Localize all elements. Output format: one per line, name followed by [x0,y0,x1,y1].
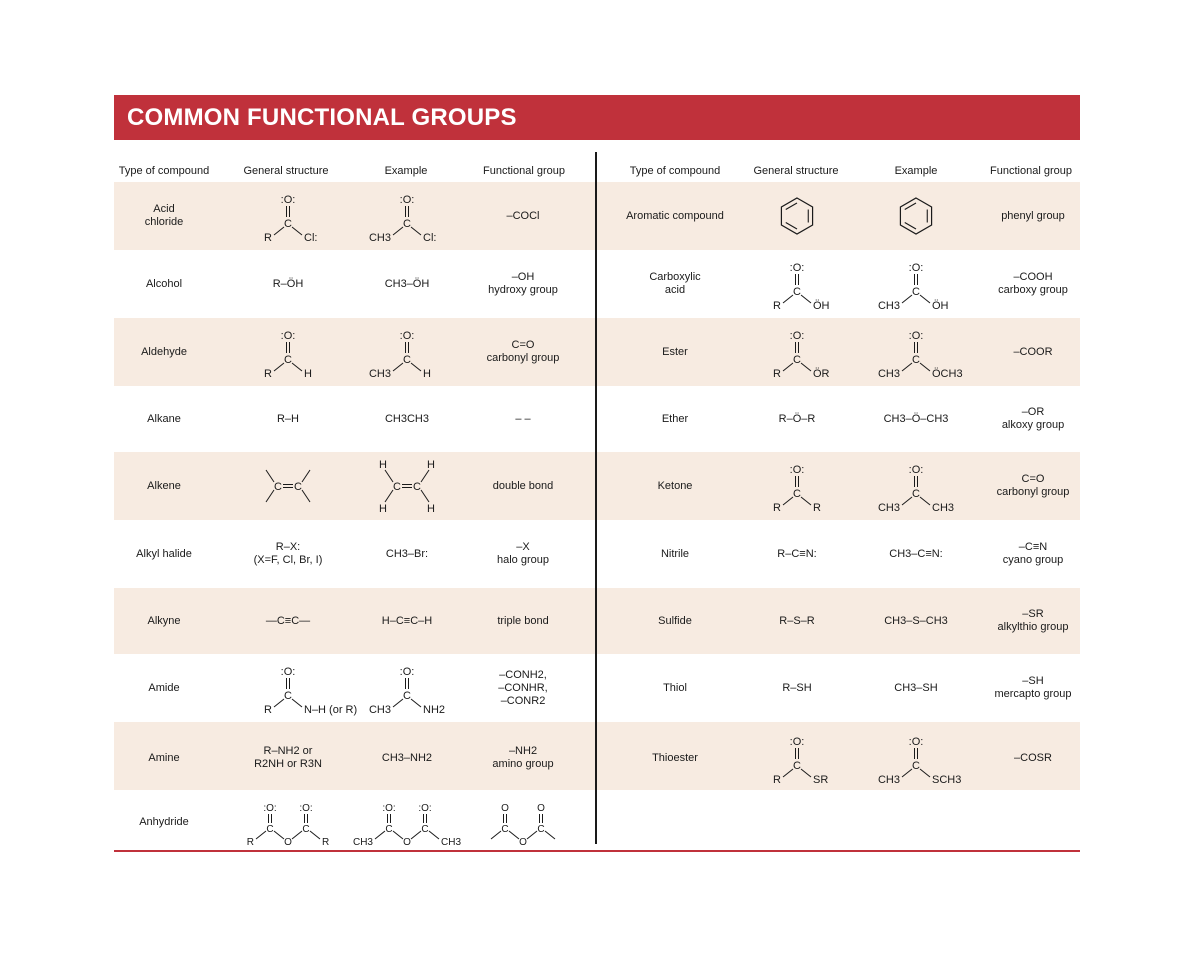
bond-line [266,490,274,502]
bond-line [801,363,811,371]
structure-label: ÖH [813,300,830,312]
right-example-cell [857,461,975,514]
right-group-cell: C=O carbonyl group [996,473,1070,498]
left-example-cell [348,663,466,716]
structure-label: :O: [382,803,396,814]
bond-line [920,497,930,505]
header-group-right: Functional group [990,165,1072,177]
left-group-cell: –OH hydroxy group [488,271,558,296]
left-type-cell: Alcohol [145,277,183,290]
right-type-cell: Sulfide [658,614,692,627]
left-example-cell: CH3–ÖH [384,277,430,290]
structure-label: :O: [789,736,805,748]
left-type-cell: Alkyne [147,614,181,627]
bond-line [902,769,912,777]
bond-line [310,831,320,839]
left-type-cell: Aldehyde [141,345,187,358]
bond-line [393,363,403,371]
structure-label: R [773,300,781,312]
bond-line [292,699,302,707]
bond-line [902,497,912,505]
structure-label: CH3 [441,837,462,848]
left-type-cell: Amide [148,681,180,694]
structure-label: C [284,354,292,366]
bond-line [274,699,284,707]
right-example-cell: CH3–Ö–CH3 [883,412,949,425]
bond-line [783,363,793,371]
left-group-cell: triple bond [497,614,549,627]
structure-label: :O: [399,194,415,206]
right-general-cell [737,733,857,786]
bond-line [801,295,811,303]
structure-label: :O: [263,803,277,814]
structure-label: SR [813,774,829,786]
bond-line [292,831,302,839]
left-general-cell: R–X: (X=F, Cl, Br, I) [253,541,323,566]
bond-line [393,699,403,707]
structure-label: R [773,502,781,514]
carbonyl-structure [752,327,842,380]
right-group-cell: phenyl group [1001,209,1065,222]
bond-line [385,490,393,502]
carbonyl-structure [871,733,962,786]
carbonyl-structure [362,663,452,716]
left-example-cell [348,458,466,514]
left-type-cell: Alkyl halide [136,547,192,560]
structure-label: C [793,286,801,298]
right-group-cell: –SH mercapto group [994,675,1072,700]
bond-line [902,295,912,303]
right-general-cell [737,259,857,312]
column-divider [595,152,597,844]
structure-label: Cl: [304,232,318,244]
structure-label: :O: [280,330,296,342]
bond-line [509,831,519,839]
alkene-structure [248,458,328,514]
left-type-cell: Alkene [147,479,181,492]
left-general-cell: —C≡C— [265,614,311,627]
right-general-cell: R–SH [782,681,812,694]
structure-label: CH3 [352,837,373,848]
structure-label: O [403,837,411,848]
structure-label: O [537,803,545,814]
bond-line [292,363,302,371]
bond-line [274,227,284,235]
right-group-cell: –SR alkylthio group [997,608,1069,633]
left-group-cell: –COCl [506,209,540,222]
bond-line [256,831,266,839]
structure-label: CH3 [368,368,391,380]
bond-line [385,470,393,482]
right-example-cell: CH3–C≡N: [889,547,943,560]
structure-label: C [537,824,545,835]
carbonyl-structure [752,461,842,514]
structure-label: C [421,824,429,835]
right-type-cell: Carboxylic acid [649,271,701,296]
right-type-cell: Thiol [663,681,687,694]
right-general-cell [737,195,857,237]
right-general-cell [737,461,857,514]
structure-label: Cl: [423,232,437,244]
structure-label: H [427,459,435,471]
left-general-cell [228,663,358,716]
bond-line [545,831,555,839]
carbonyl-structure [243,327,333,380]
structure-label: C [294,481,302,493]
bond-line [527,831,537,839]
structure-label: C [266,824,274,835]
header-general-right: General structure [753,165,839,177]
left-general-cell: R–H [276,412,299,425]
bond-line [411,831,421,839]
left-example-cell [348,799,466,848]
structure-label: ÖH [932,300,949,312]
bond-line [783,769,793,777]
bond-line [801,769,811,777]
left-general-cell: R–NH2 or R2NH or R3N [254,745,322,770]
structure-label: R [773,368,781,380]
bond-line [920,363,930,371]
structure-label: CH3 [877,368,900,380]
structure-label: :O: [908,330,924,342]
anhydride-structure [233,799,343,848]
right-type-cell: Nitrile [660,547,690,560]
carbonyl-structure [243,663,358,716]
structure-label: N–H (or R) [304,704,358,716]
left-general-cell [228,458,348,514]
bond-line [429,831,439,839]
structure-label: H [427,503,435,515]
bond-line [801,497,811,505]
left-group-cell: –NH2 amino group [492,745,554,770]
page-title: COMMON FUNCTIONAL GROUPS [127,104,517,131]
right-group-cell: –COSR [1014,751,1052,764]
structure-label: C [403,690,411,702]
header-type-left: Type of compound [118,165,210,177]
right-group-cell: –COOR [1013,345,1053,358]
structure-label: :O: [399,330,415,342]
right-general-cell: R–Ö–R [778,412,816,425]
bond-line [292,227,302,235]
structure-label: :O: [789,464,805,476]
structure-label: :O: [399,666,415,678]
structure-label: CH3 [932,502,955,514]
bond-line [302,490,310,502]
bond-line [902,363,912,371]
structure-label: SCH3 [932,774,962,786]
bond-line [421,470,429,482]
left-type-cell: Anhydride [139,815,189,828]
left-type-cell: Acid chloride [144,203,184,228]
bond-line [920,295,930,303]
bond-line [411,227,421,235]
left-example-cell: CH3–NH2 [381,751,433,764]
structure-label: ÖCH3 [932,368,963,380]
left-type-cell: Alkane [147,412,181,425]
bond-line [274,831,284,839]
structure-label: R [773,774,781,786]
right-general-cell: R–S–R [779,614,815,627]
benzene-ring-icon [776,195,818,237]
bond-line [274,363,284,371]
bond-line [393,831,403,839]
header-group-left: Functional group [483,165,565,177]
structure-label: :O: [280,194,296,206]
structure-label: H [379,503,387,515]
left-group-cell: double bond [492,479,554,492]
left-example-cell [348,327,466,380]
structure-label: ÖR [813,368,830,380]
structure-label: :O: [908,464,924,476]
bond-line [411,363,421,371]
bond-line [411,699,421,707]
structure-label: C [793,354,801,366]
bond-line [421,490,429,502]
bond-line [491,831,501,839]
structure-label: R [264,704,272,716]
structure-label: R [246,837,254,848]
bond-line [393,227,403,235]
bond-line [375,831,385,839]
structure-label: C [393,481,401,493]
left-type-cell: Amine [148,751,180,764]
bond-line [920,769,930,777]
structure-label: :O: [789,262,805,274]
bond-line [783,497,793,505]
title-banner [114,95,1080,140]
left-example-cell: CH3–Br: [385,547,429,560]
structure-label: C [274,481,282,493]
alkene-structure [367,458,447,514]
right-general-cell [737,327,857,380]
structure-label: H [379,459,387,471]
right-example-cell [857,259,975,312]
left-general-cell [228,191,348,244]
left-general-cell [228,327,348,380]
anhydride-structure [352,799,462,848]
left-group-cell: C=O carbonyl group [486,339,560,364]
structure-label: C [284,690,292,702]
structure-label: :O: [299,803,313,814]
header-example-left: Example [384,165,428,177]
right-type-cell: Ester [662,345,688,358]
carbonyl-structure [243,191,333,244]
right-group-cell: –COOH carboxy group [998,271,1068,296]
bond-line [266,470,274,482]
right-example-cell [857,195,975,237]
bond-line [783,295,793,303]
structure-label: NH2 [423,704,446,716]
carbonyl-structure [871,259,961,312]
left-group-cell: –X halo group [497,541,549,566]
carbonyl-structure [752,733,842,786]
right-group-cell: –C≡N cyano group [1002,541,1064,566]
structure-label: :O: [418,803,432,814]
structure-label: O [284,837,292,848]
left-example-cell: CH3CH3 [384,412,429,425]
structure-label: C [501,824,509,835]
structure-label: R [813,502,821,514]
structure-label: :O: [789,330,805,342]
carbonyl-structure [752,259,842,312]
structure-label: :O: [908,736,924,748]
structure-label: C [302,824,310,835]
right-example-cell: CH3–SH [894,681,938,694]
structure-label: C [793,760,801,772]
carbonyl-structure [871,461,961,514]
structure-label: C [413,481,421,493]
structure-label: C [403,218,411,230]
bottom-rule [114,850,1080,852]
bond-line [302,470,310,482]
structure-label: H [423,368,431,380]
right-general-cell: R–C≡N: [777,547,817,560]
structure-label: R [322,837,330,848]
header-example-right: Example [894,165,938,177]
structure-label: :O: [280,666,296,678]
left-group-cell: –CONH2, –CONHR, –CONR2 [498,668,548,707]
structure-label: C [912,760,920,772]
carbonyl-structure [871,327,963,380]
carbonyl-structure [362,191,452,244]
structure-label: R [264,368,272,380]
structure-label: CH3 [368,704,391,716]
structure-label: H [304,368,312,380]
structure-label: C [912,488,920,500]
right-type-cell: Thioester [652,751,698,764]
structure-label: O [519,837,527,848]
structure-label: O [501,803,509,814]
structure-label: C [912,354,920,366]
structure-label: CH3 [877,300,900,312]
structure-label: CH3 [368,232,391,244]
structure-label: CH3 [877,774,900,786]
right-example-cell [857,733,975,786]
structure-label: C [385,824,393,835]
left-general-cell [228,799,348,848]
right-type-cell: Ketone [657,479,693,492]
structure-label: :O: [908,262,924,274]
right-example-cell: CH3–S–CH3 [884,614,948,627]
structure-label: C [912,286,920,298]
right-group-cell: –OR alkoxy group [1001,406,1065,431]
carbonyl-structure [362,327,452,380]
right-example-cell [857,327,975,380]
structure-label: C [403,354,411,366]
structure-label: R [264,232,272,244]
header-type-right: Type of compound [629,165,721,177]
benzene-ring-icon [895,195,937,237]
left-example-cell: H–C≡C–H [381,614,433,627]
left-general-cell: R–ÖH [272,277,304,290]
left-example-cell [348,191,466,244]
structure-label: CH3 [877,502,900,514]
left-group-cell: – – [515,412,531,425]
header-general-left: General structure [243,165,329,177]
structure-label: C [793,488,801,500]
left-group-cell [467,799,579,848]
anhydride-structure [468,799,578,848]
structure-label: C [284,218,292,230]
right-type-cell: Ether [661,412,689,425]
right-type-cell: Aromatic compound [626,209,724,222]
